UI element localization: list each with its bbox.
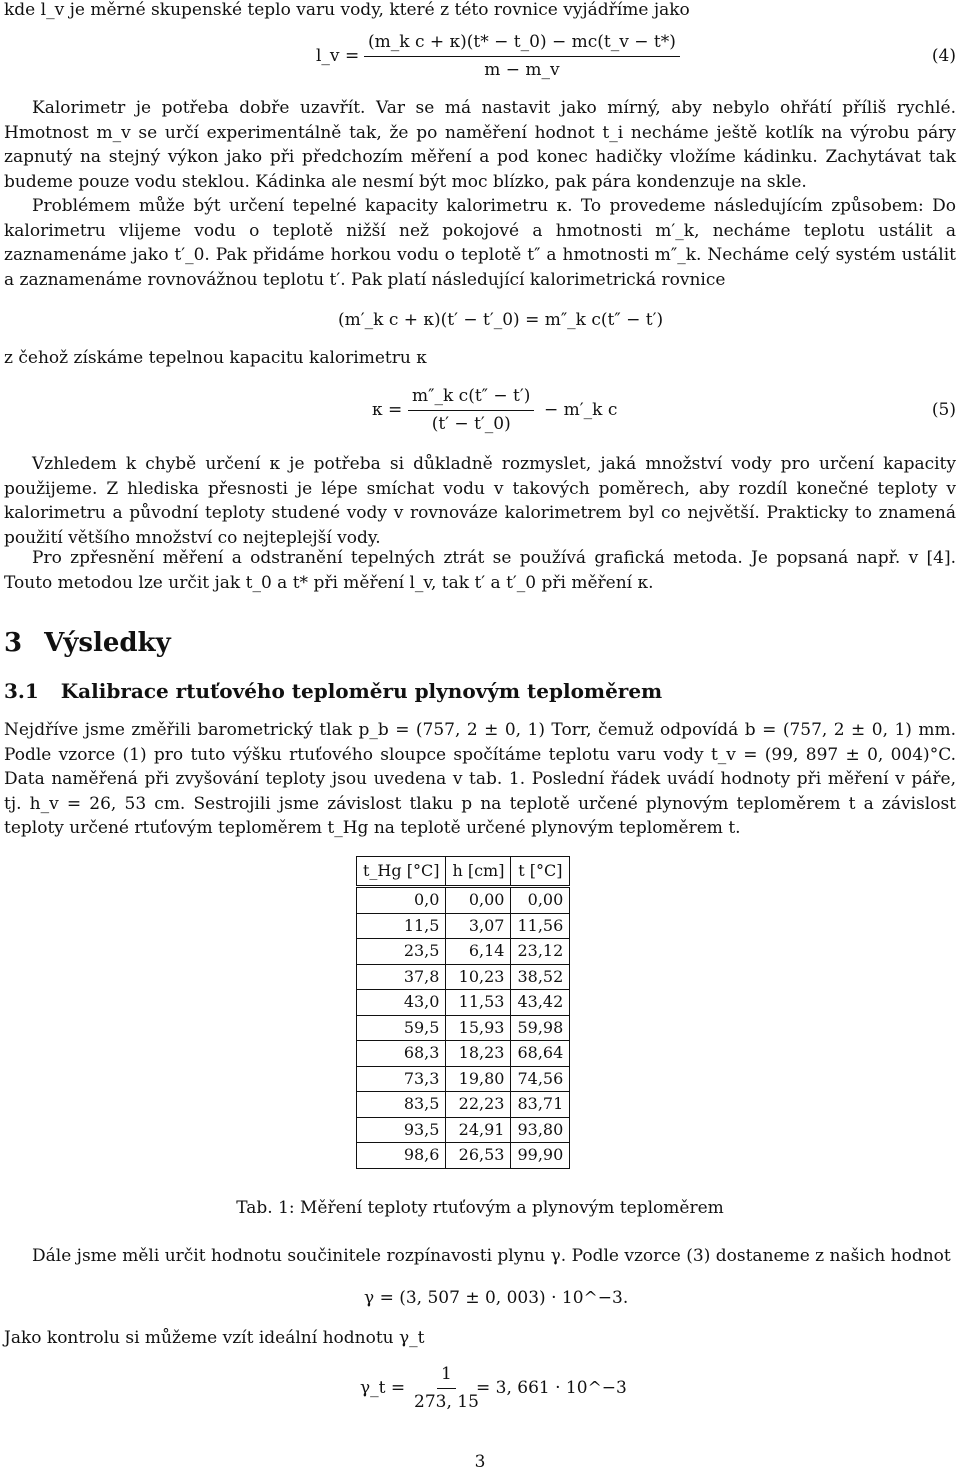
table-cell: 37,8 [357, 964, 446, 990]
table-cell: 98,6 [357, 1143, 446, 1169]
table-cell: 38,52 [511, 964, 570, 990]
table-cell: 26,53 [446, 1143, 511, 1169]
table-cell: 11,5 [357, 913, 446, 939]
table-cell: 83,5 [357, 1092, 446, 1118]
table-row [357, 964, 570, 990]
equation-calorimetric: (m′_k c + κ)(t′ − t′_0) = m″_k c(t″ − t′) [338, 310, 664, 330]
paragraph-kappa-intro: z čehož získáme tepelnou kapacitu kalorimetru κ [4, 348, 427, 368]
table-cell: 43,42 [511, 990, 570, 1016]
table-row [357, 1117, 570, 1143]
table-body [357, 887, 570, 1169]
subsection-heading: 3.1 Kalibrace rtuťového teploměru plynovým teploměrem [4, 679, 663, 703]
table-row [357, 1015, 570, 1041]
paragraph-intro: kde l_v je měrné skupenské teplo varu vody, které z této rovnice vyjádříme jako [4, 0, 690, 20]
table-cell: 0,0 [357, 887, 446, 914]
table-header: h [cm] [446, 857, 511, 887]
equation-number: (5) [931, 400, 956, 420]
equation-fraction [364, 30, 680, 82]
table-cell: 43,0 [357, 990, 446, 1016]
table-cell: 3,07 [446, 913, 511, 939]
equation-fraction [408, 384, 534, 436]
table-row [357, 1143, 570, 1169]
fraction-denominator: 273, 15 [414, 1391, 479, 1412]
table-cell: 74,56 [511, 1066, 570, 1092]
table-row [357, 887, 570, 914]
equation-4 [4, 30, 956, 86]
table-cell: 23,12 [511, 939, 570, 965]
table-cell: 22,23 [446, 1092, 511, 1118]
equation-number: (4) [931, 46, 956, 66]
equation-lhs: κ = [372, 400, 403, 420]
table-cell: 19,80 [446, 1066, 511, 1092]
equation-rhs: = 3, 661 · 10^−3 [476, 1378, 627, 1398]
table-caption: Tab. 1: Měření teploty rtuťovým a plynovým teploměrem [236, 1198, 724, 1218]
fraction-numerator: (m_k c + κ)(t* − t_0) − mc(t_v − t*) [364, 30, 680, 57]
equation-gamma: γ = (3, 507 ± 0, 003) · 10^−3. [364, 1288, 629, 1308]
table-cell: 73,3 [357, 1066, 446, 1092]
table-header: t [°C] [511, 857, 570, 887]
table-cell: 68,64 [511, 1041, 570, 1067]
table-cell: 10,23 [446, 964, 511, 990]
data-table-wrapper [4, 856, 956, 1169]
section-heading: 3 Výsledky [4, 628, 171, 658]
table-cell: 15,93 [446, 1015, 511, 1041]
table-cell: 0,00 [511, 887, 570, 914]
table-row [357, 913, 570, 939]
table-cell: 6,14 [446, 939, 511, 965]
table-header-row [357, 857, 570, 887]
equation-gamma-t [4, 1362, 956, 1418]
table-row [357, 1092, 570, 1118]
paragraph-gamma-t-intro: Jako kontrolu si můžeme vzít ideální hodnotu γ_t [4, 1328, 425, 1348]
data-table [356, 856, 570, 1169]
table-cell: 93,5 [357, 1117, 446, 1143]
table-cell: 99,90 [511, 1143, 570, 1169]
paragraph-kapacita: Problémem může být určení tepelné kapacity kalorimetru κ. To provedeme následujícím způsobem: Do kalorimetru vlijeme vodu o teplotě nižší než pokojové a hmotnosti m′_k, necháme teplotu ustálit a zaznamenáme jako t′_0. Pak přidáme horkou vodu o teplotě t″ a hmotnosti m″_k. Necháme celý systém ustálit a zaznamenáme rovnovážnou teplotu t′. Pak platí následující kalorimetrická rovnice [4, 196, 956, 290]
fraction-denominator: m − m_v [484, 59, 560, 80]
table-cell: 68,3 [357, 1041, 446, 1067]
paragraph-graphic-method: Pro zpřesnění měření a odstranění tepelných ztrát se používá grafická metoda. Je popsaná např. v [4]. Touto metodou lze určit jak t_0 a t* při měření l_v, tak t′ a t′_0 při měření κ. [4, 548, 956, 593]
paragraph-volume: Vzhledem k chybě určení κ je potřeba si důkladně rozmyslet, jaká množství vody pro určení kapacity použijeme. Z hlediska přesnosti je lépe smíchat vodu v takových poměrech, aby rozdíl konečné teploty v kalorimetru a původní teploty studené vody v rovnováze kalorimetrem byl co největší. Prakticky to znamená použití většího množství co nejteplejší vody. [4, 454, 956, 548]
paragraph-results: Nejdříve jsme změřili barometrický tlak p_b = (757, 2 ± 0, 1) Torr, čemuž odpovídá b = (757, 2 ± 0, 1) mm. Podle vzorce (1) pro tuto výšku rtuťového sloupce spočítáme teplotu varu vody t_v = (99, 897 ± 0, 004)°C. Data naměřená při zvyšování teploty jsou uvedena v tab. 1. Poslední řádek uvádí hodnoty při měření v páře, tj. h_v = 26, 53 cm. Sestrojili jsme závislost tlaku p na teplotě určené plynovým teploměrem t a závislost teploty určené rtuťovým teploměrem t_Hg na teplotě určené plynovým teploměrem t. [4, 720, 956, 838]
table-row [357, 990, 570, 1016]
fraction-denominator: (t′ − t′_0) [431, 413, 511, 434]
paragraph-gamma: Dále jsme měli určit hodnotu součinitele rozpínavosti plynu γ. Podle vzorce (3) dostaneme z našich hodnot [32, 1246, 951, 1266]
table-cell: 59,5 [357, 1015, 446, 1041]
equation-5 [4, 384, 956, 440]
table-cell: 23,5 [357, 939, 446, 965]
table-cell: 93,80 [511, 1117, 570, 1143]
page-number: 3 [474, 1452, 486, 1472]
table-cell: 18,23 [446, 1041, 511, 1067]
table-cell: 24,91 [446, 1117, 511, 1143]
fraction-numerator: m″_k c(t″ − t′) [408, 384, 534, 411]
table-row [357, 1066, 570, 1092]
table-row [357, 939, 570, 965]
equation-rhs: − m′_k c [544, 400, 618, 420]
table-header: t_Hg [°C] [357, 857, 446, 887]
equation-lhs: l_v = [316, 46, 360, 66]
fraction-numerator: 1 [437, 1362, 456, 1389]
table-cell: 0,00 [446, 887, 511, 914]
table-cell: 83,71 [511, 1092, 570, 1118]
table-cell: 11,56 [511, 913, 570, 939]
equation-lhs: γ_t = [360, 1378, 406, 1398]
equation-fraction [410, 1362, 483, 1414]
table-cell: 11,53 [446, 990, 511, 1016]
table-cell: 59,98 [511, 1015, 570, 1041]
paragraph-kalorimetr: Kalorimetr je potřeba dobře uzavřít. Var se má nastavit jako mírný, aby nebylo ohřátí příliš rychlé. Hmotnost m_v se určí experimentálně tak, že po naměření hodnot t_i necháme ještě kotlík na výrobu páry zapnutý na stejný výkon jako při předchozím měření a pod konec hadičky vložíme kádinku. Zachytávat tak budeme pouze vodu steklou. Kádinka ale nesmí být moc blízko, pak pára kondenzuje na skle. [4, 98, 956, 192]
table-row [357, 1041, 570, 1067]
